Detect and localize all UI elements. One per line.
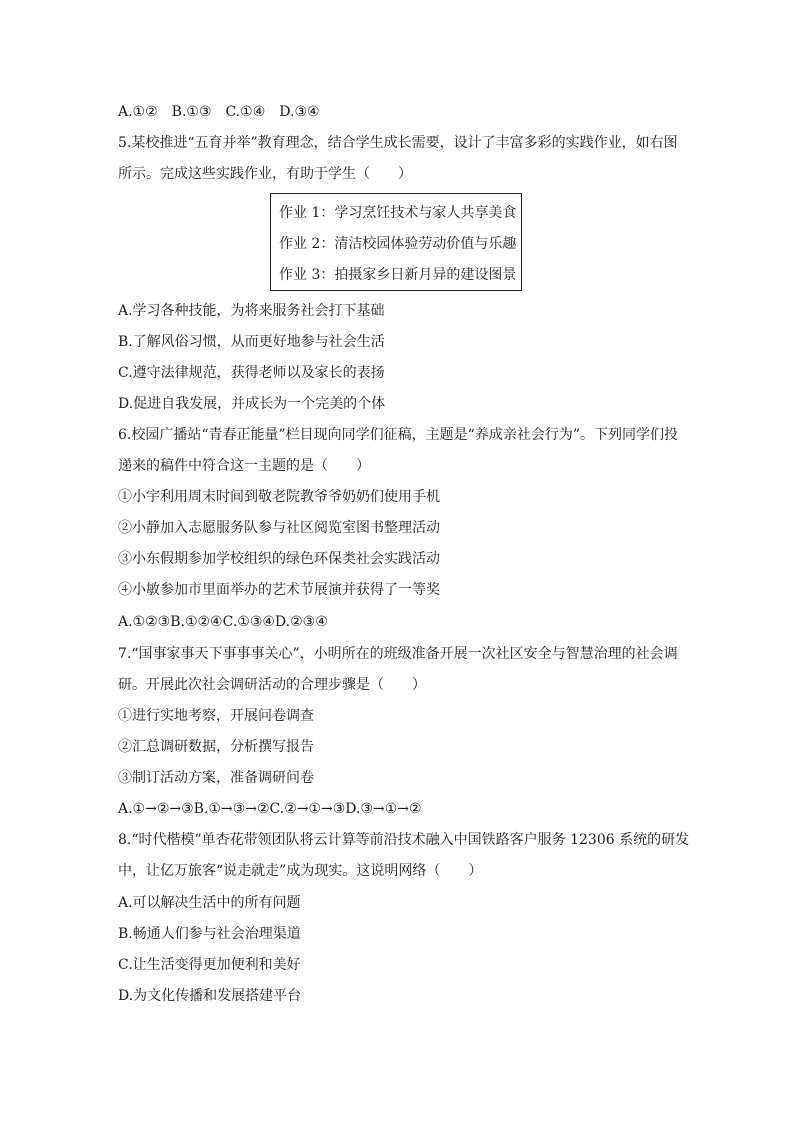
q5-homework-box [270,193,522,291]
q6-item-4: ④小敏参加市里面举办的艺术节展演并获得了一等奖 [118,582,440,598]
q7-item-1: ①进行实地考察，开展问卷调查 [118,708,314,724]
q6-item-2: ②小静加入志愿服务队参与社区阅览室图书整理活动 [118,520,440,536]
homework-2: 作业 2：清洁校园体验劳动价值与乐趣 [279,236,517,252]
q6-stem-line2: 递来的稿件中符合这一主题的是（ ） [118,458,370,474]
q8-option-d: D.为文化传播和发展搭建平台 [118,988,302,1004]
q7-item-3: ③制订活动方案，准备调研问卷 [118,770,314,786]
q8-option-c: C.让生活变得更加便利和美好 [118,957,301,973]
q6-item-1: ①小宇利用周末时间到敬老院教爷爷奶奶们使用手机 [118,489,440,505]
q5-option-d: D.促进自我发展，并成长为一个完美的个体 [118,396,386,412]
homework-3: 作业 3：拍摄家乡日新月异的建设图景 [279,267,517,283]
q5-stem-line2: 所示。完成这些实践作业，有助于学生（ ） [118,166,412,182]
q5-option-b: B.了解风俗习惯，从而更好地参与社会生活 [118,334,385,350]
q7-options: A.①→②→③B.①→③→②C.②→①→③D.③→①→② [118,801,422,817]
q8-option-b: B.畅通人们参与社会治理渠道 [118,926,301,942]
q5-option-c: C.遵守法律规范，获得老师以及家长的表扬 [118,365,385,381]
q6-item-3: ③小东假期参加学校组织的绿色环保类社会实践活动 [118,551,440,567]
q8-option-a: A.可以解决生活中的所有问题 [118,895,301,911]
q7-stem-line1: 7.“国事家事天下事事事关心”，小明所在的班级准备开展一次社区安全与智慧治理的社会调 [118,646,678,662]
homework-1: 作业 1：学习烹饪技术与家人共享美食 [279,205,517,221]
q5-stem-line1: 5.某校推进“五育并举”教育理念，结合学生成长需要，设计了丰富多彩的实践作业，如右图 [118,135,678,151]
q5-option-a: A.学习各种技能，为将来服务社会打下基础 [118,303,385,319]
q4-options: A.①② B.①③ C.①④ D.③④ [118,104,320,120]
q8-stem-line2: 中，让亿万旅客“说走就走”成为现实。这说明网络（ ） [118,863,483,879]
q6-stem-line1: 6.校园广播站“青春正能量”栏目现向同学们征稿，主题是“养成亲社会行为”。下列同学们投 [118,427,678,443]
q7-stem-line2: 研。开展此次社会调研活动的合理步骤是（ ） [118,677,426,693]
q7-item-2: ②汇总调研数据，分析撰写报告 [118,739,314,755]
q6-options: A.①②③B.①②④C.①③④D.②③④ [118,614,328,630]
q8-stem-line1: 8.“时代楷模”单杏花带领团队将云计算等前沿技术融入中国铁路客户服务 12306 系统的研发 [118,832,690,848]
